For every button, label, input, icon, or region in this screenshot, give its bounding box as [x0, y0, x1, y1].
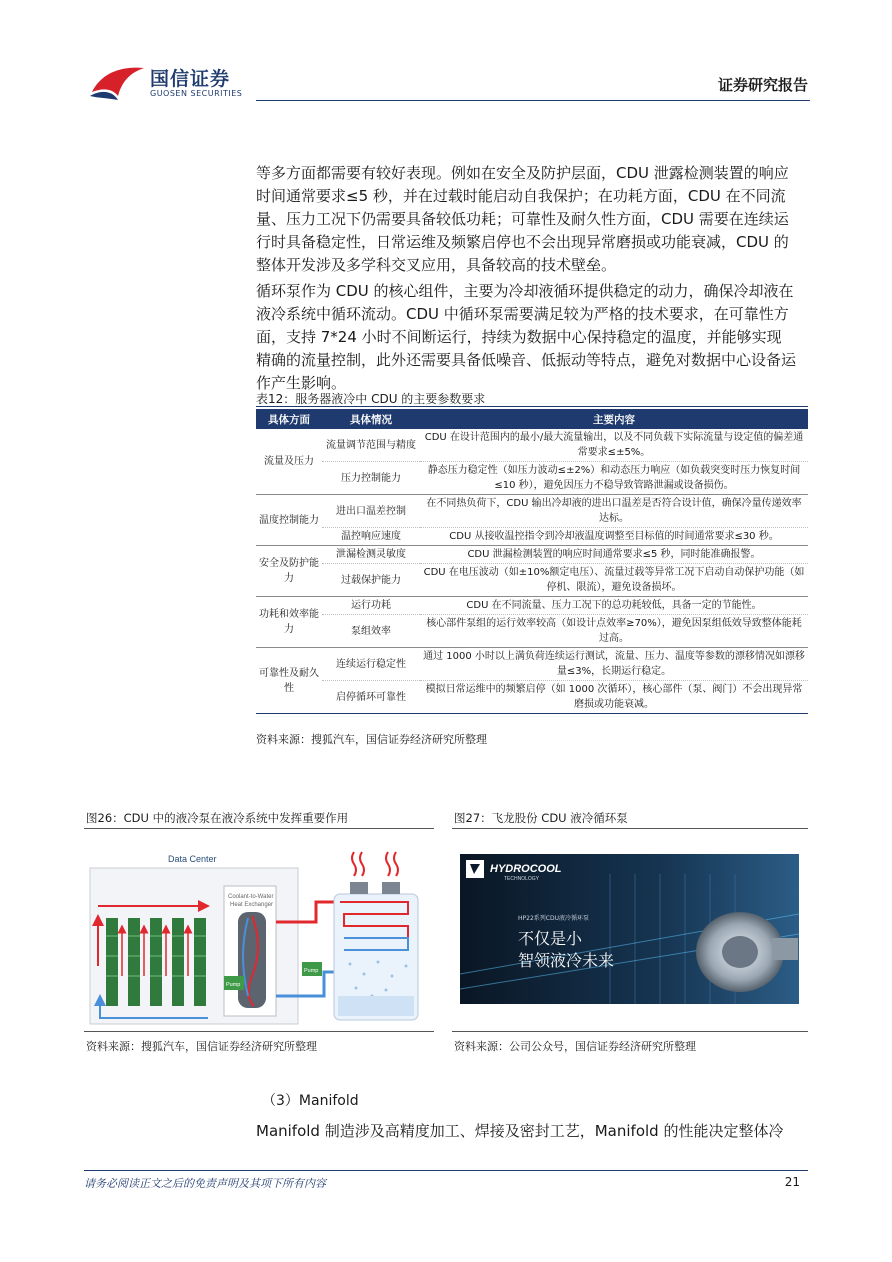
brand-sub-label: TECHNOLOGY — [504, 876, 540, 882]
data-center-label: Data Center — [168, 854, 217, 864]
table-row — [256, 495, 808, 528]
table-header-cell: 具体方面 — [256, 409, 322, 429]
table-header-row — [256, 409, 808, 429]
item-cell: 压力控制能力 — [322, 462, 420, 495]
figure-27-top-rule — [452, 828, 808, 829]
figure-27-bottom-rule — [452, 1031, 808, 1032]
item-cell: 流量调节范围与精度 — [322, 429, 420, 462]
item-cell: 泵组效率 — [322, 615, 420, 648]
table-row — [256, 564, 808, 597]
table-row — [256, 648, 808, 681]
aspect-cell: 功耗和效率能力 — [256, 597, 322, 648]
content-cell: 核心部件泵组的运行效率较高（如设计点效率≥70%），避免因泵组低效导致整体能耗过高。 — [420, 615, 808, 648]
body-paragraph-2: 循环泵作为 CDU 的核心组件，主要为冷却液循环提供稳定的动力，确保冷却液在液冷系统中循环流动。CDU 中循环泵需要满足较为严格的技术要求，在可靠性方面，支持 7*24 小时不间断运行，持续为数据中心保持稳定的温度，并能够实现精确的流量控制，此外还需要具备低噪音、低振动等特点，避免对数据中心设备运作产生影响。 — [256, 282, 797, 392]
exchanger-label-2: Heat Exchanger — [230, 902, 274, 908]
aspect-cell: 可靠性及耐久性 — [256, 648, 322, 714]
hydrocool-pump-photo — [460, 854, 799, 1004]
table-row — [256, 615, 808, 648]
table-row — [256, 597, 808, 615]
logo-name-en: GUOSEN SECURITIES — [150, 89, 243, 98]
body-paragraph-1: 等多方面都需要有较好表现。例如在安全及防护层面，CDU 泄露检测装置的响应时间通常要求≤5 秒，并在过载时能启动自我保护；在功耗方面，CDU 在不同流量、压力工况下仍需要具备较低功耗；可靠性及耐久性方面，CDU 需要在连续运行时具备稳定性，日常运维及频繁启停也不会出现异常磨损或功能衰减，CDU 的整体开发涉及多学科交叉应用，具备较高的技术壁垒。 — [256, 164, 789, 274]
content-cell: CDU 在电压波动（如±10%额定电压）、流量过载等异常工况下启动自动保护功能（如停机、限流），避免设备损坏。 — [420, 564, 808, 597]
item-cell: 温控响应速度 — [322, 528, 420, 546]
body-paragraph-3: Manifold 制造涉及高精度加工、焊接及密封工艺，Manifold 的性能决定整体冷 — [256, 1122, 784, 1140]
table-caption: 表12：服务器液冷中 CDU 的主要参数要求 — [256, 392, 486, 406]
section-heading: （3）Manifold — [262, 1093, 359, 1109]
table-header-cell: 主要内容 — [420, 409, 808, 429]
header-divider — [256, 100, 810, 101]
table-row — [256, 681, 808, 714]
company-logo — [88, 62, 258, 104]
figure-26-bottom-rule — [84, 1031, 434, 1032]
content-cell: CDU 在设计范围内的最小/最大流量输出，以及不同负载下实际流量与设定值的偏差通常要求≤±5%。 — [420, 429, 808, 462]
table-top-rule — [256, 406, 808, 407]
table-row — [256, 462, 808, 495]
content-cell: 通过 1000 小时以上满负荷连续运行测试，流量、压力、温度等参数的漂移情况如漂移量≤3%，长期运行稳定。 — [420, 648, 808, 681]
brand-label: HYDROCOOL — [490, 863, 562, 875]
logo-mark-icon — [88, 62, 148, 104]
pump-photo-art — [460, 854, 799, 1004]
table-row — [256, 546, 808, 564]
content-cell: 静态压力稳定性（如压力波动≤±2%）和动态压力响应（如负载突变时压力恢复时间≤10 秒），避免因压力不稳导致管路泄漏或设备损伤。 — [420, 462, 808, 495]
item-cell: 泄漏检测灵敏度 — [322, 546, 420, 564]
figure-27-source: 资料来源：公司公众号，国信证券经济研究所整理 — [454, 1040, 696, 1053]
report-type-label: 证券研究报告 — [717, 76, 808, 94]
item-cell: 连续运行稳定性 — [322, 648, 420, 681]
figure-27-title: 图27：飞龙股份 CDU 液冷循环泵 — [454, 811, 628, 825]
pump-left-label: Pump — [226, 982, 241, 988]
cdu-cooling-diagram — [88, 846, 430, 1026]
content-cell: CDU 从接收温控指令到冷却液温度调整至目标值的时间通常要求≤30 秒。 — [420, 528, 808, 546]
cdu-parameter-table — [256, 409, 808, 714]
footer-divider — [84, 1170, 808, 1171]
item-cell: 进出口温差控制 — [322, 495, 420, 528]
pump-right-label: Pump — [304, 968, 319, 974]
table-row — [256, 528, 808, 546]
figure-26-source: 资料来源：搜狐汽车，国信证券经济研究所整理 — [86, 1040, 317, 1053]
product-label: HP22系列CDU液冷循环泵 — [518, 915, 589, 922]
content-cell: CDU 在不同流量、压力工况下的总功耗较低，具备一定的节能性。 — [420, 597, 808, 615]
figure-26-top-rule — [84, 828, 434, 829]
table-row — [256, 429, 808, 462]
aspect-cell: 温度控制能力 — [256, 495, 322, 546]
content-cell: CDU 泄漏检测装置的响应时间通常要求≤5 秒，同时能准确报警。 — [420, 546, 808, 564]
table-header-cell: 具体情况 — [322, 409, 420, 429]
item-cell: 运行功耗 — [322, 597, 420, 615]
logo-name-cn: 国信证券 — [150, 68, 231, 90]
figure-26-title: 图26：CDU 中的液冷泵在液冷系统中发挥重要作用 — [86, 811, 349, 825]
item-cell: 过载保护能力 — [322, 564, 420, 597]
footer-disclaimer: 请务必阅读正文之后的免责声明及其项下所有内容 — [84, 1177, 326, 1190]
table-source: 资料来源：搜狐汽车，国信证券经济研究所整理 — [256, 733, 487, 746]
slogan-line-1: 不仅是小 — [518, 929, 583, 948]
slogan-line-2: 智领液冷未来 — [518, 951, 615, 970]
exchanger-label-1: Coolant-to-Water — [228, 894, 274, 900]
aspect-cell: 流量及压力 — [256, 429, 322, 495]
content-cell: 在不同热负荷下，CDU 输出冷却液的进出口温差是否符合设计值，确保冷量传递效率达标。 — [420, 495, 808, 528]
aspect-cell: 安全及防护能力 — [256, 546, 322, 597]
content-cell: 模拟日常运维中的频繁启停（如 1000 次循环），核心部件（泵、阀门）不会出现异常磨损或功能衰减。 — [420, 681, 808, 714]
item-cell: 启停循环可靠性 — [322, 681, 420, 714]
page-number: 21 — [784, 1175, 800, 1189]
